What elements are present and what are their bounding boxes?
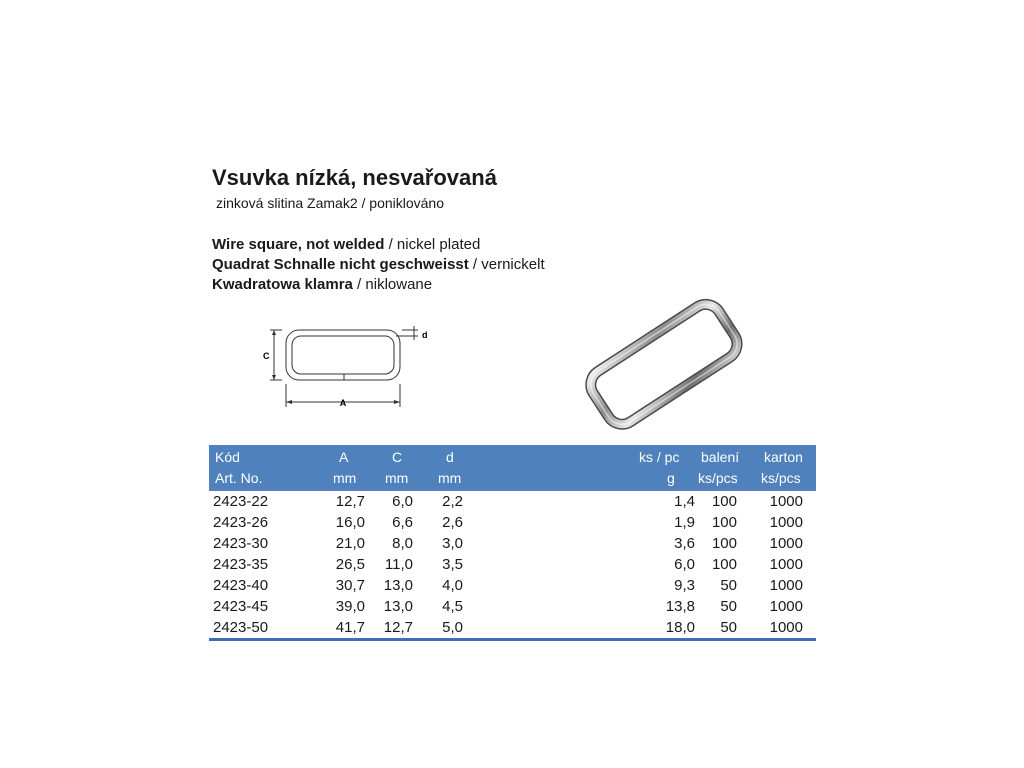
cell-ks: 9,3 (674, 577, 695, 594)
cell-a: 30,7 (335, 577, 365, 594)
table-row (209, 596, 816, 617)
cell-d: 3,5 (442, 556, 463, 573)
cell-c: 6,6 (392, 514, 413, 531)
cell-karton: 1000 (769, 556, 803, 573)
cell-a: 39,0 (335, 598, 365, 615)
cell-d: 2,6 (442, 514, 463, 531)
table-row (209, 554, 816, 575)
table-row (209, 533, 816, 554)
cell-ks: 13,8 (665, 598, 695, 615)
cell-c: 6,0 (392, 493, 413, 510)
header-art-no: Art. No. (215, 470, 263, 486)
cell-baleni: 50 (720, 598, 737, 615)
cell-c: 11,0 (384, 556, 413, 573)
header-a: A (339, 449, 349, 465)
cell-karton: 1000 (769, 493, 803, 510)
cell-c: 12,7 (383, 619, 413, 636)
cell-a: 12,7 (335, 493, 365, 510)
outer-outline (286, 330, 400, 380)
table-row (209, 575, 816, 596)
cell-baleni: 50 (720, 619, 737, 636)
translation-normal: / niklowane (352, 276, 433, 293)
cell-ks: 3,6 (674, 535, 695, 552)
translation-normal: / nickel plated (384, 236, 481, 253)
cell-ks: 18,0 (665, 619, 695, 636)
cell-ks: 6,0 (674, 556, 695, 573)
cell-karton: 1000 (769, 514, 803, 531)
cell-ks: 1,4 (674, 493, 695, 510)
table-row (209, 491, 816, 512)
cell-d: 3,0 (442, 535, 463, 552)
cell-karton: 1000 (769, 577, 803, 594)
header-c: C (392, 449, 403, 465)
cell-d: 4,5 (442, 598, 463, 615)
cell-baleni: 100 (711, 493, 737, 510)
header-d: d (446, 449, 454, 465)
cell-kod: 2423-30 (213, 535, 269, 552)
header-baleni: balení (701, 449, 740, 465)
translation-bold: Kwadratowa klamra (212, 276, 353, 293)
translation-line-pl (212, 276, 432, 293)
cell-a: 26,5 (335, 556, 365, 573)
cell-karton: 1000 (769, 598, 803, 615)
table-row (209, 617, 816, 638)
translation-line-de (212, 256, 545, 273)
translation-line-en (212, 236, 480, 253)
cell-c: 13,0 (383, 577, 413, 594)
cell-baleni: 50 (720, 577, 737, 594)
cell-baleni: 100 (711, 514, 737, 531)
header-kod: Kód (215, 449, 240, 465)
header-ks-unit: g (667, 470, 675, 486)
header-baleni-unit: ks/pcs (698, 470, 738, 486)
cell-kod: 2423-40 (213, 577, 269, 594)
product-photo (580, 296, 750, 436)
cell-ks: 1,9 (674, 514, 695, 531)
table-row (209, 512, 816, 533)
header-ks: ks / pc (639, 449, 680, 465)
label-a: A (339, 398, 347, 408)
cell-d: 4,0 (442, 577, 463, 594)
header-a-unit: mm (333, 470, 357, 486)
header-c-unit: mm (385, 470, 409, 486)
cell-kod: 2423-26 (213, 514, 269, 531)
cell-baleni: 100 (711, 535, 737, 552)
cell-d: 2,2 (442, 493, 463, 510)
table-header (209, 445, 816, 489)
cell-kod: 2423-50 (213, 619, 269, 636)
cell-kod: 2423-22 (213, 493, 269, 510)
cell-a: 21,0 (335, 535, 365, 552)
translation-normal: / vernickelt (468, 256, 545, 273)
cell-karton: 1000 (769, 535, 803, 552)
cell-kod: 2423-35 (213, 556, 269, 573)
label-d: d (422, 330, 428, 340)
header-karton-unit: ks/pcs (761, 470, 801, 486)
cell-kod: 2423-45 (213, 598, 269, 615)
cell-baleni: 100 (711, 556, 737, 573)
cell-c: 8,0 (392, 535, 413, 552)
product-table (209, 445, 816, 641)
header-d-unit: mm (438, 470, 462, 486)
header-karton: karton (764, 449, 803, 465)
cell-karton: 1000 (769, 619, 803, 636)
cell-d: 5,0 (442, 619, 463, 636)
product-subtitle: zinková slitina Zamak2 / poniklováno (216, 195, 445, 211)
cell-a: 16,0 (335, 514, 365, 531)
translation-bold: Wire square, not welded (212, 236, 385, 253)
dimension-diagram (262, 322, 437, 412)
cell-c: 13,0 (383, 598, 413, 615)
table-body (209, 491, 816, 638)
inner-outline (292, 336, 394, 374)
cell-a: 41,7 (335, 619, 365, 636)
label-c: C (263, 351, 270, 361)
table-bottom-rule (209, 638, 816, 641)
product-title: Vsuvka nízká, nesvařovaná (212, 165, 497, 190)
translation-bold: Quadrat Schnalle nicht geschweisst (212, 256, 469, 273)
